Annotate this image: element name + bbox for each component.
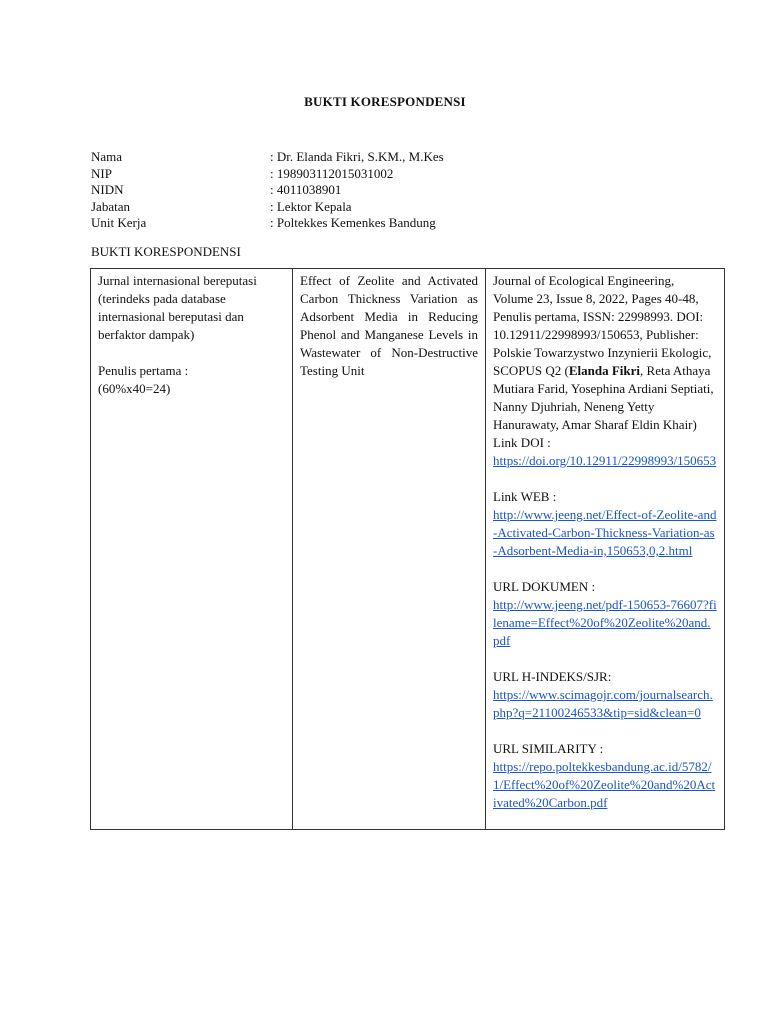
document-title: BUKTI KORESPONDENSI xyxy=(304,94,466,109)
link-web[interactable]: http://www.jeeng.net/Effect-of-Zeolite-and-Activated-Carbon-Thickness-Variation-as-Adsorbent-Media-in,150653,0,2.html xyxy=(493,507,717,558)
link-doi-label: Link DOI : xyxy=(493,435,551,450)
info-value: : Lektor Kepala xyxy=(270,198,352,214)
article-title-cell xyxy=(293,269,486,830)
table-row xyxy=(91,269,725,830)
citation-after: , Reta Athaya Mutiara Farid, Yosephina Ardiani Septiati, Nanny Djuhriah, Neneng Yetty Hanurawaty, Amar Sharaf Eldin Khair) xyxy=(493,363,714,432)
info-value: : Dr. Elanda Fikri, S.KM., M.Kes xyxy=(270,149,444,164)
identity-block xyxy=(91,149,444,232)
citation-before: Journal of Ecological Engineering, Volume 23, Issue 8, 2022, Pages 40-48, Penulis pertama, ISSN: 22998993. DOI: 10.12911/22998993/150653, Publisher: Polskie Towarzystwo Inzynierii Ekologic, SCOPUS Q2 ( xyxy=(493,273,712,378)
category-text: Jurnal internasional bereputasi (terindeks pada database internasional bereputasi dan berfaktor dampak) xyxy=(98,273,257,342)
info-label: Unit Kerja xyxy=(91,215,147,230)
category-cell xyxy=(91,269,293,830)
info-label: Jabatan xyxy=(91,198,130,214)
info-value: : Poltekkes Kemenkes Bandung xyxy=(270,215,436,230)
url-similarity-label: URL SIMILARITY : xyxy=(493,741,604,756)
info-row-nidn xyxy=(91,182,444,199)
info-label: NIDN xyxy=(91,182,124,197)
author-role-text: Penulis pertama : xyxy=(98,363,189,378)
info-value: : 4011038901 xyxy=(270,182,342,197)
info-row-unit-kerja xyxy=(91,215,444,232)
info-row-jabatan xyxy=(91,199,444,216)
citation-author: Elanda Fikri xyxy=(568,363,641,378)
info-row-nama xyxy=(91,149,444,166)
section-title: BUKTI KORESPONDENSI xyxy=(91,244,241,259)
citation-text xyxy=(493,272,717,434)
evidence-table xyxy=(90,268,725,830)
url-hindeks-label: URL H-INDEKS/SJR: xyxy=(493,669,612,684)
link-doi[interactable]: https://doi.org/10.12911/22998993/150653 xyxy=(493,453,717,468)
url-hindeks-sjr[interactable]: https://www.scimagojr.com/journalsearch.php?q=21100246533&tip=sid&clean=0 xyxy=(493,687,713,720)
url-dokumen[interactable]: http://www.jeeng.net/pdf-150653-76607?filename=Effect%20of%20Zeolite%20and.pdf xyxy=(493,597,717,648)
info-row-nip xyxy=(91,166,444,183)
url-dokumen-label: URL DOKUMEN : xyxy=(493,579,596,594)
score-text: (60%x40=24) xyxy=(98,381,171,396)
url-similarity[interactable]: https://repo.poltekkesbandung.ac.id/5782/1/Effect%20of%20Zeolite%20and%20Activated%20Carbon.pdf xyxy=(493,759,716,810)
info-label: Nama xyxy=(91,149,123,164)
info-value: : 198903112015031002 xyxy=(270,165,394,181)
citation-cell xyxy=(486,269,725,830)
article-title: Effect of Zeolite and Activated Carbon Thickness Variation as Adsorbent Media in Reducing Phenol and Manganese Levels in Wastewater of Non-Destructive Testing Unit xyxy=(300,273,478,378)
link-web-label: Link WEB : xyxy=(493,489,557,504)
info-label: NIP xyxy=(91,165,112,181)
